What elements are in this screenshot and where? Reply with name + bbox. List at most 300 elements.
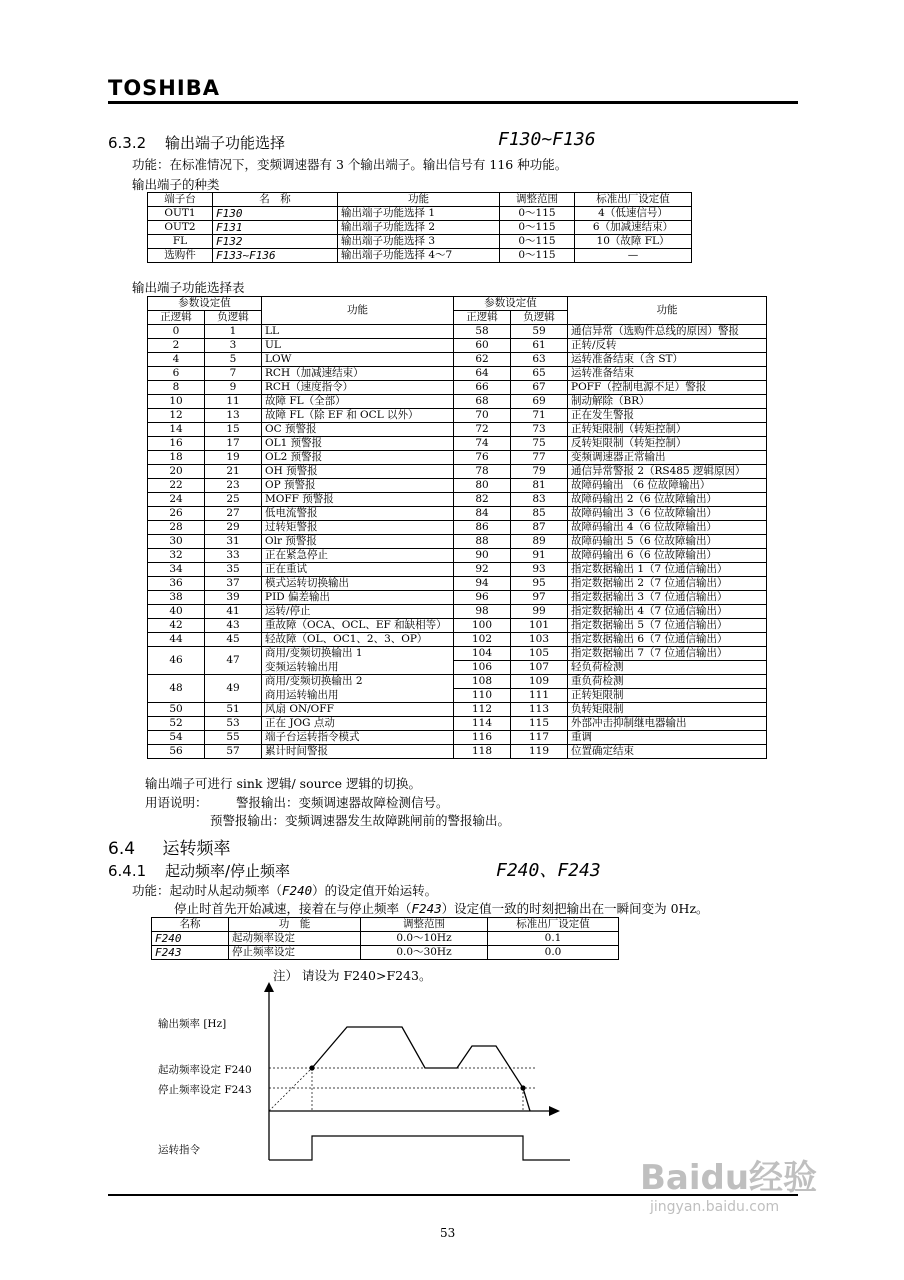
y-axis-arrow xyxy=(264,982,274,992)
table-cell: 85 xyxy=(511,507,568,521)
table-cell: OUT2 xyxy=(148,221,213,235)
table-cell: 5 xyxy=(205,353,262,367)
table-cell: 商用运转输出用 xyxy=(262,689,454,703)
desc-code: F243 xyxy=(411,901,442,916)
note-terms-label: 用语说明： xyxy=(145,795,208,810)
table-cell: 变频调速器正常输出 xyxy=(568,451,767,465)
header-cell: 端子台 xyxy=(148,193,213,207)
table-cell: 重负荷检测 xyxy=(568,675,767,689)
table-header-row xyxy=(152,918,619,932)
watermark-logo: Baidu经验 xyxy=(640,1158,818,1198)
header-param: 参数设定值 xyxy=(148,297,262,311)
x-axis-arrow xyxy=(549,1106,560,1116)
table-cell: 86 xyxy=(454,521,511,535)
table-cell: 83 xyxy=(511,493,568,507)
table-cell: 36 xyxy=(148,577,205,591)
table-row xyxy=(148,465,767,479)
table-cell: 90 xyxy=(454,549,511,563)
header-cell: 功能 xyxy=(338,193,500,207)
table-row xyxy=(148,395,767,409)
table-cell: 93 xyxy=(511,563,568,577)
start-frequency-label: 起动频率设定 F240 xyxy=(158,1064,252,1076)
table-cell: 113 xyxy=(511,703,568,717)
table-row xyxy=(148,339,767,353)
table-cell: — xyxy=(575,249,692,263)
table-row xyxy=(148,381,767,395)
table-cell: 66 xyxy=(454,381,511,395)
table-cell: 101 xyxy=(511,619,568,633)
table-cell: 24 xyxy=(148,493,205,507)
table-cell: 77 xyxy=(511,451,568,465)
note-prealarm-output: 预警报输出：变频调速器发生故障跳闸前的警报输出。 xyxy=(210,813,511,828)
header-cell: 名 称 xyxy=(213,193,338,207)
table-cell: 故障码输出 6（6 位故障输出） xyxy=(568,549,767,563)
table-cell: 54 xyxy=(148,731,205,745)
table-cell: 指定数据输出 2（7 位通信输出） xyxy=(568,577,767,591)
table-cell: RCH（加减速结束） xyxy=(262,367,454,381)
table-cell: 50 xyxy=(148,703,205,717)
table-cell: 运转准备结束 xyxy=(568,367,767,381)
table-cell: 49 xyxy=(205,675,262,703)
table-cell: 95 xyxy=(511,577,568,591)
table-cell: 21 xyxy=(205,465,262,479)
table-cell: 100 xyxy=(454,619,511,633)
table-row xyxy=(148,423,767,437)
table-cell: 34 xyxy=(148,563,205,577)
header-cell: 功 能 xyxy=(229,918,361,932)
note-alarm-output: 警报输出：变频调速器故障检测信号。 xyxy=(236,795,449,810)
table-cell: 84 xyxy=(454,507,511,521)
table-cell: 3 xyxy=(205,339,262,353)
table-cell: 故障码输出 2（6 位故障输出） xyxy=(568,493,767,507)
table-cell: 31 xyxy=(205,535,262,549)
table-cell: OH 预警报 xyxy=(262,465,454,479)
table-row xyxy=(148,633,767,647)
table-cell: 指定数据输出 5（7 位通信输出） xyxy=(568,619,767,633)
table-row xyxy=(148,605,767,619)
table-cell: 起动频率设定 xyxy=(229,932,361,946)
table-cell: UL xyxy=(262,339,454,353)
table-cell: 端子台运转指令模式 xyxy=(262,731,454,745)
table-cell: 91 xyxy=(511,549,568,563)
table-cell: 19 xyxy=(205,451,262,465)
table-cell: 正转/反转 xyxy=(568,339,767,353)
table-cell: PID 偏差输出 xyxy=(262,591,454,605)
table-cell: 轻故障（OL、OC1、2、3、OP） xyxy=(262,633,454,647)
table-cell: 故障码输出 5（6 位故障输出） xyxy=(568,535,767,549)
desc-text: 停止时首先开始减速，接着在与停止频率（ xyxy=(174,901,412,916)
table-cell: 运转/停止 xyxy=(262,605,454,619)
table-cell: 正在重试 xyxy=(262,563,454,577)
table-cell: 58 xyxy=(454,325,511,339)
table-cell: 14 xyxy=(148,423,205,437)
table-row xyxy=(148,367,767,381)
table-cell: OL1 预警报 xyxy=(262,437,454,451)
table-cell: 指定数据输出 6（7 位通信输出） xyxy=(568,633,767,647)
table-row xyxy=(148,591,767,605)
table-cell: 负转矩限制 xyxy=(568,703,767,717)
table-cell: 72 xyxy=(454,423,511,437)
table-cell: 38 xyxy=(148,591,205,605)
table-cell: 过转矩警报 xyxy=(262,521,454,535)
table-row xyxy=(148,745,767,759)
section-title: 运转频率 xyxy=(162,839,231,859)
table-row xyxy=(148,207,692,221)
table-cell: 29 xyxy=(205,521,262,535)
table-cell: 119 xyxy=(511,745,568,759)
table-cell: 4 xyxy=(148,353,205,367)
run-command-label: 运转指令 xyxy=(158,1144,200,1156)
table-cell: 111 xyxy=(511,689,568,703)
table-cell: 输出端子功能选择 2 xyxy=(338,221,500,235)
stop-frequency-label: 停止频率设定 F243 xyxy=(158,1084,252,1096)
table-cell: 74 xyxy=(454,437,511,451)
section-code: F240、F243 xyxy=(496,860,601,881)
table-cell: 9 xyxy=(205,381,262,395)
table-cell: 6 xyxy=(148,367,205,381)
start-point-marker xyxy=(309,1065,314,1070)
table-cell: 0～115 xyxy=(500,249,575,263)
table-cell: 92 xyxy=(454,563,511,577)
table-cell: LL xyxy=(262,325,454,339)
table-cell: 33 xyxy=(205,549,262,563)
table-cell: 0.0～10Hz xyxy=(361,932,488,946)
table-cell: 99 xyxy=(511,605,568,619)
table-row xyxy=(148,353,767,367)
table-cell: 通信异常警报 2（RS485 逻辑原因） xyxy=(568,465,767,479)
table-cell: 82 xyxy=(454,493,511,507)
table-row xyxy=(148,535,767,549)
page-number: 53 xyxy=(440,1226,456,1240)
table-cell: 32 xyxy=(148,549,205,563)
table-cell: 117 xyxy=(511,731,568,745)
table-cell: 正在发生警报 xyxy=(568,409,767,423)
table-cell: 故障码输出 4（6 位故障输出） xyxy=(568,521,767,535)
table-cell: 6（加减速结束） xyxy=(575,221,692,235)
table-cell: 109 xyxy=(511,675,568,689)
table-header-row xyxy=(148,193,692,207)
table-cell: 107 xyxy=(511,661,568,675)
baidu-watermark xyxy=(640,1150,817,1215)
table-cell: 故障码输出 （6 位故障输出） xyxy=(568,479,767,493)
header-param: 参数设定值 xyxy=(454,297,568,311)
note-sink-source: 输出端子可进行 sink 逻辑/ source 逻辑的切换。 xyxy=(145,776,422,791)
table-cell: 114 xyxy=(454,717,511,731)
table-cell: 73 xyxy=(511,423,568,437)
table-cell: 59 xyxy=(511,325,568,339)
table-cell: 通信异常（选购件总线的原因）警报 xyxy=(568,325,767,339)
table-cell: 78 xyxy=(454,465,511,479)
table-cell: 正在 JOG 点动 xyxy=(262,717,454,731)
table-cell: 重调 xyxy=(568,731,767,745)
function-table-title: 输出端子功能选择表 xyxy=(132,280,245,295)
table-cell: 12 xyxy=(148,409,205,423)
table-cell: F240 xyxy=(152,932,229,946)
table-cell: 112 xyxy=(454,703,511,717)
table-cell: 42 xyxy=(148,619,205,633)
table-row xyxy=(148,549,767,563)
table-cell: RCH（速度指令） xyxy=(262,381,454,395)
table-cell: 39 xyxy=(205,591,262,605)
table-cell: 64 xyxy=(454,367,511,381)
table-row xyxy=(148,675,767,689)
table-cell: 110 xyxy=(454,689,511,703)
output-function-table xyxy=(147,296,767,759)
output-terminal-types-table xyxy=(147,192,692,263)
table-row xyxy=(148,521,767,535)
table-row xyxy=(148,325,767,339)
table-row xyxy=(152,946,619,960)
table-cell: MOFF 预警报 xyxy=(262,493,454,507)
table-cell: 89 xyxy=(511,535,568,549)
table-cell: 55 xyxy=(205,731,262,745)
table-cell: F132 xyxy=(213,235,338,249)
table-cell: 88 xyxy=(454,535,511,549)
table-cell: 13 xyxy=(205,409,262,423)
table-row xyxy=(148,437,767,451)
table-cell: 23 xyxy=(205,479,262,493)
table-cell: 7 xyxy=(205,367,262,381)
table-cell: 79 xyxy=(511,465,568,479)
table-cell: 指定数据输出 1（7 位通信输出） xyxy=(568,563,767,577)
table-cell: 106 xyxy=(454,661,511,675)
table-cell: 98 xyxy=(454,605,511,619)
table-cell: FL xyxy=(148,235,213,249)
table-cell: 47 xyxy=(205,647,262,675)
table-cell: 37 xyxy=(205,577,262,591)
table-header-row xyxy=(148,297,767,311)
table-cell: 指定数据输出 7（7 位通信输出） xyxy=(568,647,767,661)
table-cell: 0～115 xyxy=(500,235,575,249)
section-number: 6.4.1 xyxy=(108,862,147,880)
table-cell: F130 xyxy=(213,207,338,221)
table-cell: 停止频率设定 xyxy=(229,946,361,960)
table-cell: 位置确定结束 xyxy=(568,745,767,759)
table-cell: LOW xyxy=(262,353,454,367)
table-cell: 41 xyxy=(205,605,262,619)
table-cell: 指定数据输出 4（7 位通信输出） xyxy=(568,605,767,619)
table-cell: 选购件 xyxy=(148,249,213,263)
section-number: 6.4 xyxy=(108,839,136,859)
header-function: 功能 xyxy=(262,297,454,325)
start-stop-frequency-table xyxy=(151,917,619,960)
table-row xyxy=(148,493,767,507)
table-row xyxy=(148,577,767,591)
table-cell: 18 xyxy=(148,451,205,465)
table-cell: 69 xyxy=(511,395,568,409)
header-positive: 正逻辑 xyxy=(148,311,205,325)
table-cell: 外部冲击抑制继电器输出 xyxy=(568,717,767,731)
table-row xyxy=(148,717,767,731)
header-cell: 名称 xyxy=(152,918,229,932)
section-6-3-2-heading xyxy=(108,132,285,153)
table-cell: 20 xyxy=(148,465,205,479)
table-cell: 30 xyxy=(148,535,205,549)
table-cell: POFF（控制电源不足）警报 xyxy=(568,381,767,395)
table-cell: 53 xyxy=(205,717,262,731)
table-cell: 0 xyxy=(148,325,205,339)
table-row xyxy=(148,235,692,249)
header-cell: 标准出厂设定值 xyxy=(575,193,692,207)
table-cell: 模式运转切换输出 xyxy=(262,577,454,591)
table-cell: 48 xyxy=(148,675,205,703)
table-cell: 46 xyxy=(148,647,205,675)
table-cell: 低电流警报 xyxy=(262,507,454,521)
table-cell: 65 xyxy=(511,367,568,381)
table-cell: 正转矩限制（转矩控制） xyxy=(568,423,767,437)
table-cell: 累计时间警报 xyxy=(262,745,454,759)
table-cell: 118 xyxy=(454,745,511,759)
table-cell: 输出端子功能选择 3 xyxy=(338,235,500,249)
table-cell: 指定数据输出 3（7 位通信输出） xyxy=(568,591,767,605)
section-title: 起动频率/停止频率 xyxy=(164,862,291,880)
table-cell: 25 xyxy=(205,493,262,507)
table-row xyxy=(148,507,767,521)
table-cell: 故障码输出 3（6 位故障输出） xyxy=(568,507,767,521)
section-description: 功能：在标准情况下，变频调速器有 3 个输出端子。输出信号有 116 种功能。 xyxy=(132,157,568,172)
desc-text: ）的设定值开始运转。 xyxy=(312,883,438,898)
table-cell: 43 xyxy=(205,619,262,633)
table-cell: OUT1 xyxy=(148,207,213,221)
table-cell: 63 xyxy=(511,353,568,367)
y-axis-label: 输出频率 [Hz] xyxy=(158,1018,227,1030)
table-cell: 35 xyxy=(205,563,262,577)
table-cell: 轻负荷检测 xyxy=(568,661,767,675)
table-cell: 故障 FL（全部） xyxy=(262,395,454,409)
table-cell: 56 xyxy=(148,745,205,759)
types-table-title: 输出端子的种类 xyxy=(132,177,220,192)
table-cell: Olr 预警报 xyxy=(262,535,454,549)
setting-note: 注） 请设为 F240>F243。 xyxy=(273,968,432,983)
header-cell: 调整范围 xyxy=(500,193,575,207)
table-cell: 67 xyxy=(511,381,568,395)
table-cell: 57 xyxy=(205,745,262,759)
table-cell: 1 xyxy=(205,325,262,339)
table-cell: 变频运转输出用 xyxy=(262,661,454,675)
table-row xyxy=(148,479,767,493)
table-cell: 80 xyxy=(454,479,511,493)
desc-text: 功能：起动时从起动频率（ xyxy=(132,883,283,898)
table-cell: 70 xyxy=(454,409,511,423)
header-function: 功能 xyxy=(568,297,767,325)
table-cell: 0.1 xyxy=(488,932,619,946)
header-cell: 调整范围 xyxy=(361,918,488,932)
table-cell: F133~F136 xyxy=(213,249,338,263)
output-frequency-curve xyxy=(312,1027,530,1111)
section-code: F130~F136 xyxy=(498,129,596,150)
desc-code: F240 xyxy=(282,883,313,898)
table-cell: 76 xyxy=(454,451,511,465)
table-cell: 2 xyxy=(148,339,205,353)
table-cell: 正在紧急停止 xyxy=(262,549,454,563)
table-cell: 运转准备结束（含 ST） xyxy=(568,353,767,367)
table-cell: 104 xyxy=(454,647,511,661)
table-cell: 0～115 xyxy=(500,207,575,221)
header-positive: 正逻辑 xyxy=(454,311,511,325)
table-row xyxy=(148,703,767,717)
table-cell: OL2 预警报 xyxy=(262,451,454,465)
section-number: 6.3.2 xyxy=(108,134,147,152)
accel-guide-line xyxy=(269,1068,312,1111)
table-cell: 103 xyxy=(511,633,568,647)
table-cell: 输出端子功能选择 1 xyxy=(338,207,500,221)
table-cell: 97 xyxy=(511,591,568,605)
table-cell: 风扇 ON/OFF xyxy=(262,703,454,717)
table-cell: 10 xyxy=(148,395,205,409)
table-row xyxy=(148,451,767,465)
table-row xyxy=(148,647,767,661)
header-negative: 负逻辑 xyxy=(511,311,568,325)
start-freq-description xyxy=(132,881,437,899)
table-cell: 94 xyxy=(454,577,511,591)
section-6-4-1-heading xyxy=(108,860,290,881)
table-cell: 81 xyxy=(511,479,568,493)
table-cell: 26 xyxy=(148,507,205,521)
table-cell: 102 xyxy=(454,633,511,647)
table-row xyxy=(148,249,692,263)
table-cell: 60 xyxy=(454,339,511,353)
table-cell: 0.0～30Hz xyxy=(361,946,488,960)
table-cell: 制动解除（BR） xyxy=(568,395,767,409)
section-6-4-heading xyxy=(108,834,230,859)
section-title: 输出端子功能选择 xyxy=(164,134,285,152)
table-cell: OP 预警报 xyxy=(262,479,454,493)
table-row xyxy=(148,221,692,235)
table-cell: 反转矩限制（转矩控制） xyxy=(568,437,767,451)
table-cell: 108 xyxy=(454,675,511,689)
table-cell: 8 xyxy=(148,381,205,395)
table-cell: 4（低速信号） xyxy=(575,207,692,221)
table-cell: 0～115 xyxy=(500,221,575,235)
table-cell: 71 xyxy=(511,409,568,423)
table-cell: 40 xyxy=(148,605,205,619)
table-cell: 51 xyxy=(205,703,262,717)
run-command-signal xyxy=(269,1136,570,1160)
table-cell: 0.0 xyxy=(488,946,619,960)
header-rule xyxy=(108,101,798,104)
table-cell: 105 xyxy=(511,647,568,661)
watermark-url: jingyan.baidu.com xyxy=(650,1199,780,1215)
table-cell: 商用/变频切换输出 2 xyxy=(262,675,454,689)
table-cell: F243 xyxy=(152,946,229,960)
table-cell: 输出端子功能选择 4～7 xyxy=(338,249,500,263)
desc-text: ）设定值一致的时刻把输出在一瞬间变为 0Hz。 xyxy=(441,901,709,916)
table-cell: 正转矩限制 xyxy=(568,689,767,703)
table-cell: 68 xyxy=(454,395,511,409)
table-cell: 96 xyxy=(454,591,511,605)
toshiba-logo: TOSHIBA xyxy=(108,76,220,100)
header-cell: 标准出厂设定值 xyxy=(488,918,619,932)
table-cell: 27 xyxy=(205,507,262,521)
table-cell: 115 xyxy=(511,717,568,731)
table-cell: 62 xyxy=(454,353,511,367)
table-cell: 商用/变频切换输出 1 xyxy=(262,647,454,661)
table-row xyxy=(148,563,767,577)
header-negative: 负逻辑 xyxy=(205,311,262,325)
table-cell: OC 预警报 xyxy=(262,423,454,437)
table-cell: 15 xyxy=(205,423,262,437)
table-row xyxy=(148,731,767,745)
table-row xyxy=(152,932,619,946)
table-cell: 10（故障 FL） xyxy=(575,235,692,249)
table-cell: 故障 FL（除 EF 和 OCL 以外） xyxy=(262,409,454,423)
table-cell: F131 xyxy=(213,221,338,235)
table-cell: 61 xyxy=(511,339,568,353)
table-cell: 45 xyxy=(205,633,262,647)
table-cell: 75 xyxy=(511,437,568,451)
table-cell: 17 xyxy=(205,437,262,451)
table-cell: 11 xyxy=(205,395,262,409)
